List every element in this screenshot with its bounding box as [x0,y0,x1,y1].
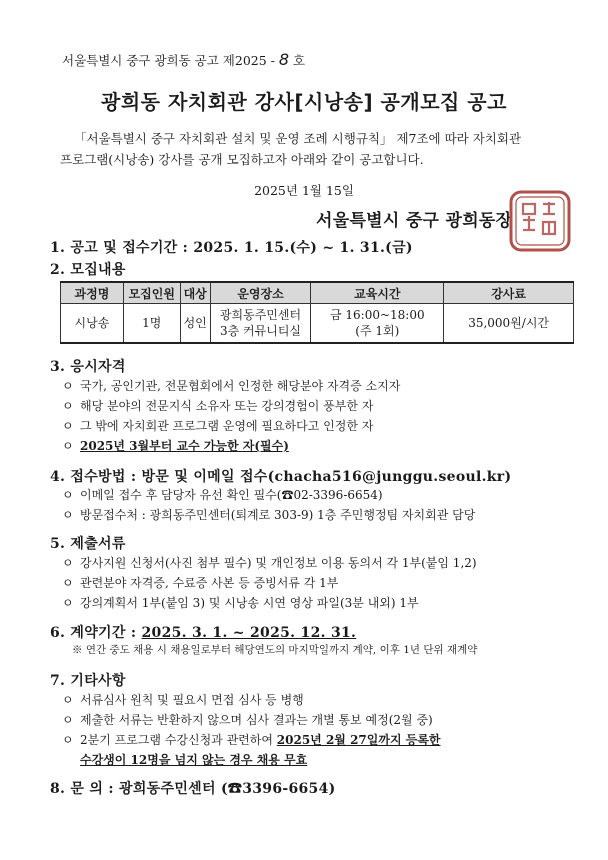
bullet-icon: ㅇ [62,556,74,570]
intro-paragraph [60,128,560,170]
list-item-text: 이메일 접수 후 담당자 유선 확인 필수(☎02-3396-6654) [80,488,383,502]
table-header: 운영장소 [210,282,311,304]
section-1-label: 1. 공고 및 접수기간 : [50,240,194,256]
count-cell: 1명 [123,304,180,344]
list-item [62,485,475,505]
place-cell [210,304,311,344]
list-item [62,573,477,593]
table-header: 대상 [180,282,210,304]
list-item-text: 강의계획서 1부(붙임 3) 및 시낭송 시연 영상 파일(3분 내외) 1부 [80,596,419,610]
official-seal-icon [505,186,575,256]
list-item-emphasis: 2025년 2월 27일까지 등록한 [276,733,441,747]
bullet-icon: ㅇ [62,576,74,590]
contract-note: ※ 연간 중도 채용 시 채용일로부터 해당연도의 마지막일까지 계약, 이후 1년 단위 재계약 [72,644,478,656]
intro-line-2: 프로그램(시낭송) 강사를 공개 모집하고자 아래와 같이 공고합니다. [60,152,424,167]
list-item [62,396,400,416]
bullet-icon: ㅇ [62,379,74,393]
place-line-2: 3층 커뮤니티실 [220,324,302,338]
target-cell: 성인 [180,304,210,344]
list-item-text: 관련분야 자격증, 수료증 사본 등 증빙서류 각 1부 [80,576,339,590]
section-3-heading: 3. 응시자격 [50,359,126,375]
section-7-heading: 7. 기타사항 [50,673,126,689]
list-item-emphasis: 수강생이 12명을 넘지 않는 경우 채용 무효 [80,753,308,767]
list-item [62,416,400,436]
section-5-heading: 5. 제출서류 [50,536,126,552]
place-line-1: 광희동주민센터 [219,308,302,322]
section-2-heading: 2. 모집내용 [50,262,126,278]
notice-date: 2025년 1월 15일 [254,183,354,198]
list-item-continuation [62,750,441,770]
time-cell [311,304,444,344]
list-item [62,553,477,573]
list-item-text-required: 2025년 3월부터 교수 가능한 자(필수) [80,439,289,453]
notice-number-suffix: 호 [289,53,306,68]
table-header: 과정명 [61,282,124,304]
bullet-icon: ㅇ [62,419,74,433]
list-item-text: 방문접수처 : 광희동주민센터(퇴계로 303-9) 1층 주민행정팀 자치회관 담당 [80,508,476,522]
bullet-icon: ㅇ [62,508,74,522]
list-item [62,730,441,750]
list-item [62,505,475,525]
section-6-value: 2025. 3. 1. ~ 2025. 12. 31. [141,625,357,641]
section-8-contact: 8. 문 의 : 광희동주민센터 (☎3396-6654) [50,781,336,797]
table-header: 모집인원 [123,282,180,304]
notice-number-handwritten: 8 [278,50,290,69]
list-item [62,436,400,456]
section-1-period [50,237,413,257]
recruitment-table [60,281,574,344]
list-item [62,690,441,710]
list-item-text: 그 밖에 자치회관 프로그램 운영에 필요하다고 인정한 자 [80,419,374,433]
table-header: 강사료 [444,282,574,304]
bullet-icon: ㅇ [62,596,74,610]
bullet-icon: ㅇ [62,399,74,413]
list-item-text: 서류심사 원칙 및 필요시 면접 심사 등 병행 [80,693,304,707]
bullet-icon: ㅇ [62,733,74,747]
section-1-value: 2025. 1. 15.(수) ~ 1. 31.(금) [193,240,413,256]
submission-method-list [62,485,475,525]
list-item-text: 해당 분야의 전문지식 소유자 또는 강의경험이 풍부한 자 [80,399,374,413]
issuer-name: 서울특별시 중구 광희동장 [316,211,513,231]
section-6-label: 6. 계약기간 : [50,625,142,641]
table-header-row [61,282,574,304]
list-item-text: 강사지원 신청서(사진 첨부 필수) 및 개인정보 이용 동의서 각 1부(붙임 1,2) [80,556,477,570]
bullet-icon: ㅇ [62,439,74,453]
table-header: 교육시간 [311,282,444,304]
qualification-list [62,376,400,456]
table-row [61,304,574,344]
time-line-1: 금 16:00~18:00 [329,308,425,322]
list-item [62,593,477,613]
course-cell: 시낭송 [61,304,124,344]
list-item [62,376,400,396]
bullet-icon: ㅇ [62,713,74,727]
notice-number [62,50,305,69]
document-list [62,553,477,613]
time-line-2: (주 1회) [355,324,400,338]
section-6-contract [50,622,356,642]
section-4-heading: 4. 접수방법 : 방문 및 이메일 접수(chacha516@junggu.seoul.kr) [50,469,512,485]
notice-number-text: 서울특별시 중구 광희동 공고 제2025 - [62,53,279,68]
list-item-text: 제출한 서류는 반환하지 않으며 심사 결과는 개별 통보 예정(2월 중) [80,713,433,727]
misc-list [62,690,441,770]
list-item [62,710,441,730]
fee-cell: 35,000원/시간 [444,304,574,344]
document-title: 광희동 자치회관 강사[시낭송] 공개모집 공고 [101,90,507,114]
list-item-text: 국가, 공인기관, 전문협회에서 인정한 해당분야 자격증 소지자 [80,379,401,393]
list-item-text: 2분기 프로그램 수강신청과 관련하여 [80,733,277,747]
bullet-icon: ㅇ [62,488,74,502]
intro-line-1: 「서울특별시 중구 자치회관 설치 및 운영 조례 시행규칙」 제7조에 따라 자치회관 [74,131,522,146]
bullet-icon: ㅇ [62,693,74,707]
